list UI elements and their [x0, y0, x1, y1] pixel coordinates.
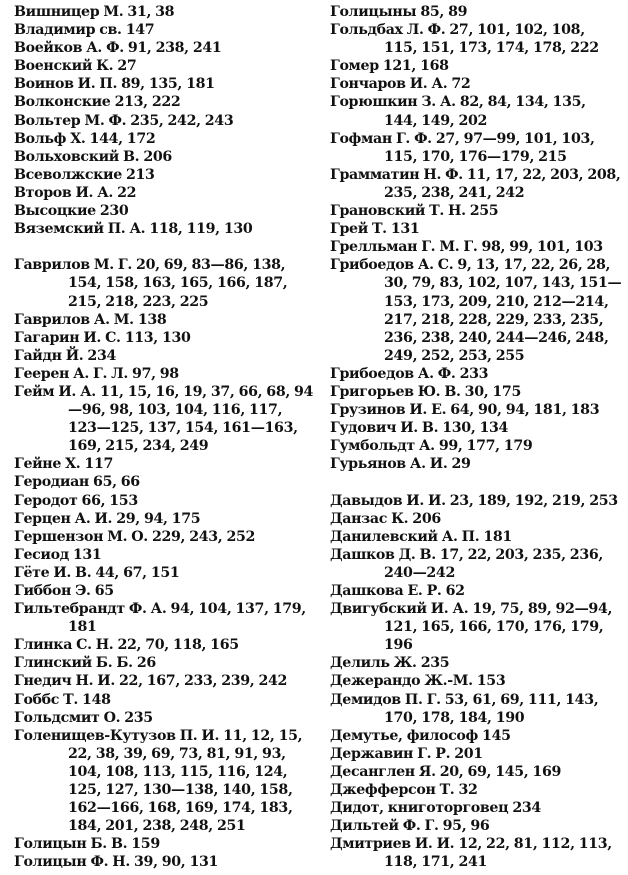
index-entry: Герцен А. И. 29, 94, 175	[14, 510, 201, 527]
index-entry: Владимир св. 147	[14, 22, 155, 39]
index-entry: Грей Т. 131	[330, 221, 420, 238]
index-entry: Гнедич Н. И. 22, 167, 233, 239, 242	[14, 673, 288, 690]
index-entry: Двигубский И. А. 19, 75, 89, 92—94, 121, 165, 166, 170, 176, 179, 196	[330, 601, 613, 654]
index-entry: Дашков Д. В. 17, 22, 203, 235, 236, 240—242	[330, 546, 603, 581]
index-entry: Высоцкие 230	[14, 203, 129, 220]
index-entry: Делиль Ж. 235	[330, 655, 450, 672]
index-entry: Голицын Ф. Н. 39, 90, 131	[14, 854, 219, 871]
index-entry: Гейм И. А. 11, 15, 16, 19, 37, 66, 68, 94—96, 98, 103, 104, 116, 117, 123—125, 137, 154, 161—163, 169, 215, 234, 249	[14, 383, 314, 455]
index-entry: Голицыны 85, 89	[330, 4, 468, 20]
index-entry: Геерен А. Г. Л. 97, 98	[14, 365, 179, 382]
index-entry: Грузинов И. Е. 64, 90, 94, 181, 183	[330, 402, 600, 419]
index-entry: Давыдов И. И. 23, 189, 192, 219, 253	[330, 492, 618, 509]
index-entry: Гольдсмит О. 235	[14, 709, 153, 726]
index-entry: Дежерандо Ж.-М. 153	[330, 673, 506, 690]
index-entry: Демутье, философ 145	[330, 727, 511, 744]
index-entry: Гиббон Э. 65	[14, 583, 114, 599]
index-entry: Державин Г. Р. 201	[330, 745, 483, 762]
index-entry: Данилевский А. П. 181	[330, 528, 512, 545]
index-entry: Воинов И. П. 89, 135, 181	[14, 76, 215, 93]
index-entry: Второв И. А. 22	[14, 184, 137, 201]
index-entry: Гаврилов А. М. 138	[14, 311, 167, 328]
section-gap	[330, 473, 622, 491]
index-entry: Вяземский П. А. 118, 119, 130	[14, 221, 253, 238]
index-entry: Григорьев Ю. В. 30, 175	[330, 383, 521, 400]
index-entry: Горюшкин З. А. 82, 84, 134, 135, 144, 149, 202	[330, 94, 586, 129]
index-entry: Глинка С. Н. 22, 70, 118, 165	[14, 637, 239, 654]
index-entry: Гудович И. В. 130, 134	[330, 420, 509, 437]
index-right-column	[330, 3, 622, 872]
index-entry: Воейков А. Ф. 91, 238, 241	[14, 40, 222, 57]
index-entry: Вишницер М. 31, 38	[14, 4, 175, 20]
index-entry: Гёте И. В. 44, 67, 151	[14, 564, 180, 581]
index-entry: Вольф Х. 144, 172	[14, 130, 156, 147]
index-entry: Грелльман Г. М. Г. 98, 99, 101, 103	[330, 239, 603, 256]
index-entry: Гесиод 131	[14, 546, 102, 563]
section-gap	[14, 238, 314, 256]
index-entry: Дмитриев И. И. 12, 22, 81, 112, 113, 118, 171, 241	[330, 836, 612, 871]
index-entry: Волконские 213, 222	[14, 94, 181, 111]
index-entry: Данзас К. 206	[330, 510, 441, 527]
index-entry: Десанглен Я. 20, 69, 145, 169	[330, 763, 561, 780]
index-entry: Голенищев-Кутузов П. И. 11, 12, 15, 22, 38, 39, 69, 73, 81, 91, 93, 104, 108, 113, 115, 116, 124, 125, 127, 130—138, 140, 158, 162—166, 168, 169, 174, 183, 184, 201, 238, 248, 251	[14, 727, 303, 835]
index-entry: Всеволжские 213	[14, 166, 155, 183]
index-entry: Военский К. 27	[14, 58, 137, 75]
index-entry: Гумбольдт А. 99, 177, 179	[330, 438, 533, 455]
index-entry: Грановский Т. Н. 255	[330, 203, 499, 220]
index-entry: Гагарин И. С. 113, 130	[14, 329, 191, 346]
index-entry: Вольховский В. 206	[14, 148, 172, 165]
index-entry: Грибоедов А. Ф. 233	[330, 365, 489, 382]
index-entry: Голицын Б. В. 159	[14, 836, 160, 853]
index-left-column	[14, 3, 314, 872]
index-entry: Гильтебрандт Ф. А. 94, 104, 137, 179, 181	[14, 601, 306, 636]
index-entry: Джефферсон Т. 32	[330, 782, 478, 799]
index-entry: Дашкова Е. Р. 62	[330, 583, 465, 599]
index-entry: Гомер 121, 168	[330, 58, 449, 75]
index-entry: Гоббс Т. 148	[14, 691, 111, 708]
index-entry: Гершензон М. О. 229, 243, 252	[14, 528, 256, 545]
index-entry: Гейне Х. 117	[14, 456, 113, 473]
index-entry: Гайдн Й. 234	[14, 347, 116, 364]
index-entry: Гофман Г. Ф. 27, 97—99, 101, 103, 115, 170, 176—179, 215	[330, 130, 595, 165]
index-entry: Гольдбах Л. Ф. 27, 101, 102, 108, 115, 151, 173, 174, 178, 222	[330, 22, 599, 57]
index-entry: Гаврилов М. Г. 20, 69, 83—86, 138, 154, 158, 163, 165, 166, 187, 215, 218, 223, 225	[14, 257, 288, 310]
index-entry: Геродиан 65, 66	[14, 474, 140, 491]
index-entry: Гурьянов А. И. 29	[330, 456, 471, 473]
index-entry: Дильтей Ф. Г. 95, 96	[330, 818, 490, 835]
index-entry: Грамматин Н. Ф. 11, 17, 22, 203, 208, 235, 238, 241, 242	[330, 166, 621, 201]
index-entry: Глинский Б. Б. 26	[14, 655, 156, 672]
index-entry: Геродот 66, 153	[14, 492, 138, 509]
index-entry: Дидот, книготорговец 234	[330, 800, 541, 817]
index-entry: Вольтер М. Ф. 235, 242, 243	[14, 112, 234, 129]
index-entry: Грибоедов А. С. 9, 13, 17, 22, 26, 28, 30, 79, 83, 102, 107, 143, 151—153, 173, 209, 210, 212—214, 217, 218, 228, 229, 233, 235, 236, 238, 240, 244—246, 248, 249, 252, 253, 255	[330, 257, 622, 364]
index-entry: Гончаров И. А. 72	[330, 76, 471, 93]
index-entry: Демидов П. Г. 53, 61, 69, 111, 143, 170, 178, 184, 190	[330, 691, 599, 726]
